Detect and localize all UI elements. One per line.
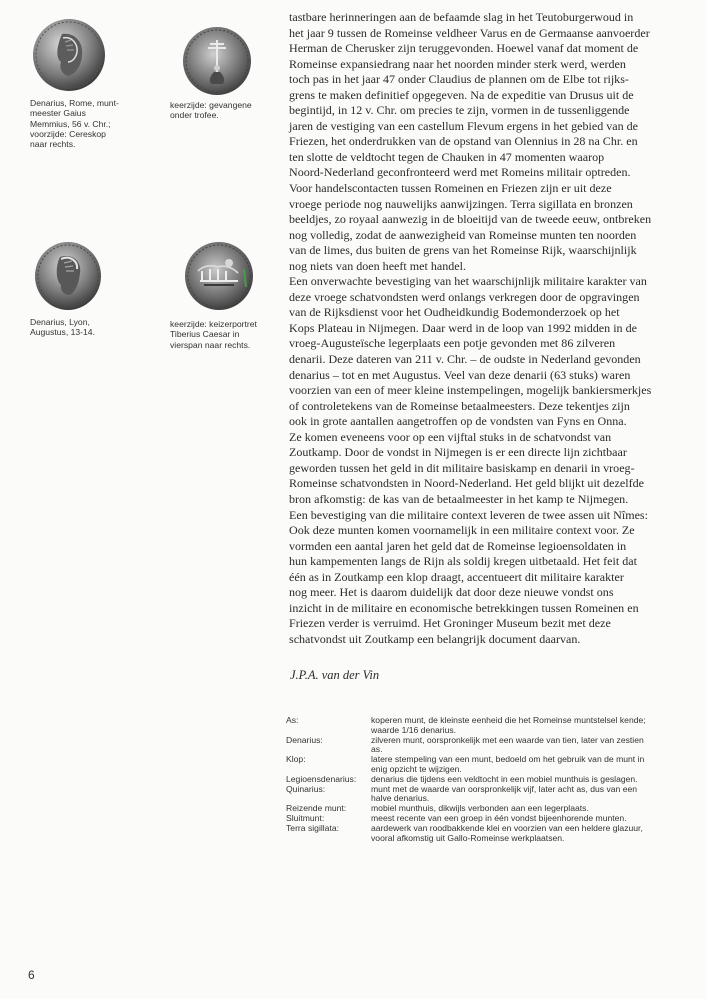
glossary-entry — [286, 736, 696, 756]
article-line: Zoutkamp. Door de vondst in Nijmegen is er een directe lijn zichtbaar — [289, 445, 627, 460]
glossary-definition: denarius die tijdens een veldtocht in een mobiel munthuis is geslagen. — [371, 773, 638, 784]
glossary-term: Legioensdenarius: — [286, 773, 357, 784]
article-line: vroeg-Augusteïsche legerplaats een potje gevonden met 86 zilveren — [289, 336, 616, 351]
glossary-term: Denarius: — [286, 734, 323, 745]
article-line: Een onverwachte bevestiging van het waarschijnlijk militaire karakter van — [289, 274, 647, 289]
article-line: of controletekens van de Romeinse betaalmeesters. Deze tekentjes zijn — [289, 398, 630, 413]
article-line: één as in Zoutkamp een klop draagt, accentueert dit militaire karakter — [289, 569, 624, 584]
article-line: denarii. Deze dateren van 211 v. Chr. – de oudste in Nederland gevonden — [289, 352, 641, 367]
page-number: 6 — [28, 968, 35, 982]
article-line: vormden een aantal jaren het geld dat de Romeinse legioensoldaten in — [289, 538, 627, 553]
article-line: nog meer. Het is daarom duidelijk dat door deze nieuwe vondst ons — [289, 585, 614, 600]
coin-image-captive-trophy — [182, 26, 252, 96]
article-line: inzicht in de militaire en economische betrekkingen tussen Romeinen en — [289, 600, 639, 615]
article-line: begintijd, in 12 v. Chr. om precies te zijn, vormen in de tussenliggende — [289, 103, 630, 118]
glossary-term: Terra sigillata: — [286, 822, 340, 833]
article-line: geworden tussen het geld in dit militaire basiskamp en denarii in vroeg- — [289, 460, 635, 475]
article-line: Kops Plateau in Nijmegen. Daar werd in de loop van 1992 midden in de — [289, 320, 637, 335]
article-line: Noord-Nederland geconfronteerd werd met Romeins militair optreden. — [289, 165, 631, 180]
article-line: Friezen verder is verruimd. Het Groninger Museum bezit met deze — [289, 616, 611, 631]
article-line: toch pas in het jaar 47 onder Claudius de plannen om de Elbe tot rijks- — [289, 72, 629, 87]
article-line: jaren de vestiging van een castellum Flevum ergens in het gebied van de — [289, 118, 639, 133]
glossary-term: Klop: — [286, 754, 306, 765]
glossary-entry — [286, 716, 696, 736]
glossary-definition: meest recente van een groep in één vondst bijeenhorende munten. — [371, 812, 627, 823]
article-line: deze vroege schatvondsten werd onlangs verkregen door de opgravingen — [289, 289, 640, 304]
glossary-definition: koperen munt, de kleinste eenheid die het Romeinse muntstelsel kende; waarde 1/16 denarius. — [371, 715, 646, 735]
article-line: tastbare herinneringen aan de befaamde slag in het Teutoburgerwoud in — [289, 10, 634, 24]
glossary-definition: mobiel munthuis, dikwijls verbonden aan een legerplaats. — [371, 803, 589, 814]
article-line: voorzien van een of meer kleine instempelingen, mogelijk bankiersmerkjes — [289, 383, 652, 398]
glossary-definition: zilveren munt, oorspronkelijk met een waarde van tien, later van zestien as. — [371, 734, 644, 755]
glossary-entry — [286, 755, 696, 775]
article-line: hun kampementen langs de Rijn als soldij kregen uitbetaald. Het feit dat — [289, 554, 637, 569]
coin-caption-3: Denarius, Lyon, Augustus, 13-14. — [30, 317, 95, 338]
article-line: Herman de Cherusker zijn teruggevonden. Hoewel vanaf dat moment de — [289, 41, 639, 56]
article-line: van de Rijksdienst voor het Oudheidkundig Bodemonderzoek op het — [289, 305, 620, 320]
article-line: van de limes, dus buiten de grens van het Romeinse Rijk, waarschijnlijk — [289, 243, 637, 258]
article-line: nog niets van doen heeft met handel. — [289, 258, 466, 273]
article-line: denarius – tot en met Augustus. Veel van deze denarii (63 stuks) waren — [289, 367, 631, 382]
article-line: Ook deze munten komen voornamelijk in een militaire context voor. Ze — [289, 523, 635, 538]
article-line: ten slotte de veldtocht tegen de Chauken in 47 momenten waarop — [289, 149, 605, 164]
coin-image-ceres-head — [32, 18, 106, 92]
article-line: Romeinse schatvondsten in Noord-Nederland. Het geld blijkt uit dezelfde — [289, 476, 644, 491]
article-line: Ze komen eveneens voor op een vijftal stuks in de schatvondst van — [289, 429, 612, 444]
glossary-term: Quinarius: — [286, 783, 326, 794]
glossary-term: Reizende munt: — [286, 803, 347, 814]
article-line: Friezen, het onderdrukken van de opstand van Olennius in 28 na Chr. en — [289, 134, 638, 149]
article-line: Voor handelscontacten tussen Romeinen en Friezen zijn er uit deze — [289, 181, 612, 196]
article-line: het jaar 9 tussen de Romeinse veldheer Varus en de Germaanse aanvoerder — [289, 25, 650, 40]
glossary-term: As: — [286, 715, 299, 725]
coin-image-quadriga — [184, 241, 254, 311]
glossary-entry — [286, 785, 696, 805]
glossary-definition: latere stempeling van een munt, bedoeld om het gebruik van de munt in enig opzicht te wijzigen. — [371, 754, 645, 774]
glossary-term: Sluitmunt: — [286, 812, 325, 823]
article-line: vroege periode nog nauwelijks aanwijzingen. Terra sigillata en bronzen — [289, 196, 633, 211]
coin-image-augustus — [34, 241, 102, 311]
article-line: nog volledig, zodat de aanwezigheid van Romeinse munten ten noorden — [289, 227, 637, 242]
glossary-definition: aardewerk van roodbakkende klei en voorzien van een heldere glazuur, vooral afkomstig uit Gallo-Romeinse werkplaatsen. — [371, 822, 643, 843]
article-line: Romeinse expansiedrang naar het noorden minder sterk werd, werden — [289, 56, 626, 71]
glossary — [286, 716, 696, 843]
article-line: grens te maken definitief opgegeven. Na de expeditie van Drusus uit de — [289, 87, 634, 102]
article-line: ook in grote aantallen aangetroffen op de vondsten van Fyns en Onna. — [289, 414, 627, 429]
coin-caption-1: Denarius, Rome, munt- meester Gaius Memmius, 56 v. Chr.; voorzijde: Cereskop naar rechts. — [30, 98, 119, 150]
glossary-entry — [286, 824, 696, 844]
article-line: beeldjes, zo royaal aanwezig in de bloeitijd van de tweede eeuw, ontbreken — [289, 212, 652, 227]
coin-caption-2: keerzijde: gevangene onder trofee. — [170, 100, 252, 121]
article-body — [289, 10, 681, 647]
coin-caption-4: keerzijde: keizerportret Tiberius Caesar in vierspan naar rechts. — [170, 319, 257, 350]
article-line: schatvondst uit Zoutkamp een belangrijk document daarvan. — [289, 631, 581, 646]
author-signature: J.P.A. van der Vin — [290, 668, 380, 682]
glossary-definition: munt met de waarde van oorspronkelijk vijf, later acht as, dus van een halve denarius. — [371, 783, 638, 804]
article-line: Een bevestiging van die militaire context leveren de twee assen uit Nîmes: — [289, 507, 648, 522]
article-line: bron afkomstig: de kas van de betaalmeester in het kamp te Nijmegen. — [289, 491, 629, 506]
